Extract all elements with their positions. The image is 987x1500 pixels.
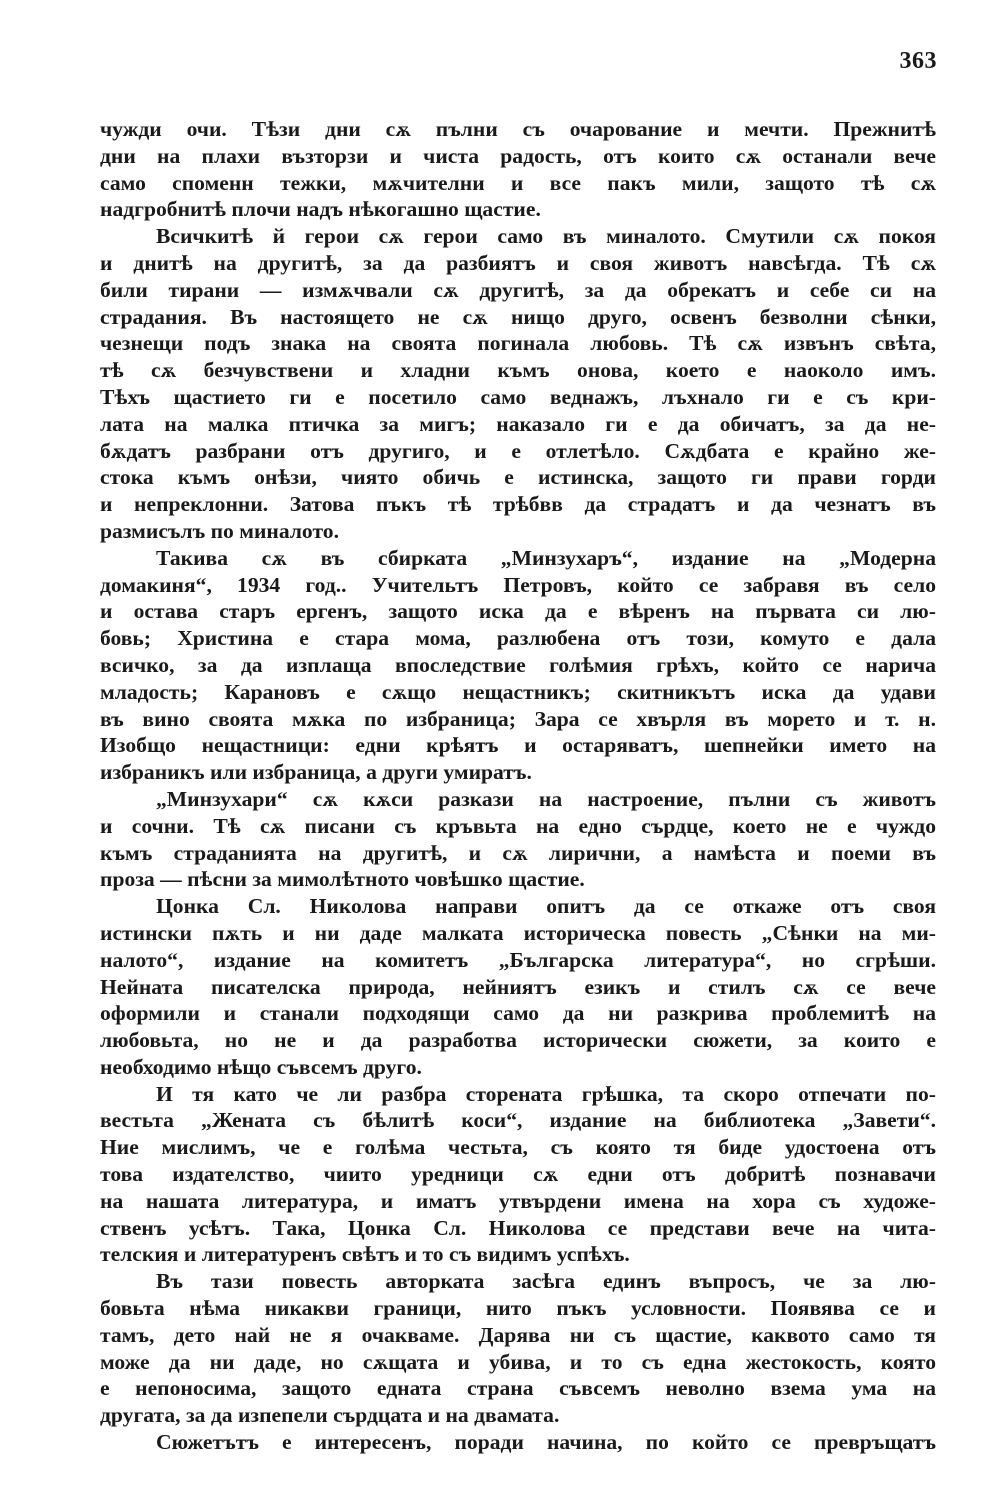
- text-line: И тя като че ли разбра сторената грѣшка, та скоро отпечати по-: [156, 1081, 936, 1106]
- paragraph: [100, 116, 936, 223]
- text-line: истински пѫть и ни даде малката историческа повесть „Сѣнки на ми-: [100, 920, 936, 945]
- text-line: избраникъ или избраница, а други умиратъ.: [100, 760, 532, 785]
- text-line: телския и литературенъ свѣтъ и то съ видимъ успѣхъ.: [100, 1242, 630, 1267]
- text-line: само споменн тежки, мѫчителни и все пакъ мили, защото тѣ сѫ: [100, 170, 936, 195]
- text-line: това издателство, чиито уредници сѫ едни отъ добритѣ познавачи: [100, 1162, 936, 1187]
- text-line: Такива сѫ въ сбирката „Минзухаръ“, издание на „Модерна: [156, 545, 936, 570]
- text-line: Всичкитѣ й герои сѫ герои само въ миналото. Смутили сѫ покоя: [156, 224, 936, 249]
- text-line: дни на плахи възторзи и чиста радость, отъ които сѫ останали вече: [100, 143, 936, 168]
- text-line: къмъ страданията на другитѣ, и сѫ лирични, а намѣста и поеми въ: [100, 840, 936, 865]
- paragraph: [100, 893, 936, 1081]
- text-line: бѫдатъ разбрани отъ другиго, и е отлетѣло. Сѫдбата е крайно же-: [100, 438, 936, 463]
- text-line: Сюжетътъ е интересенъ, поради начина, по който се превръщатъ: [156, 1430, 936, 1455]
- text-line: бовьта нѣма никакви граници, нито пъкъ условности. Появява се и: [100, 1296, 936, 1321]
- text-line: проза — пѣсни за мимолѣтното човѣшко щастие.: [100, 867, 585, 892]
- text-line: чезнещи подъ знака на своята погинала любовь. Тѣ сѫ извънъ свѣта,: [100, 331, 936, 356]
- text-line: лата на малка птичка за мигъ; наказало ги е да обичатъ, за да не-: [100, 411, 936, 436]
- text-line: младость; Карановъ е сѫщо нещастникъ; скитникътъ иска да удави: [100, 679, 936, 704]
- text-line: тѣ сѫ безчувствени и хладни къмъ онова, което е наоколо имъ.: [100, 358, 936, 383]
- text-line: е непоносима, защото едната страна съвсемъ неволно взема ума на: [100, 1376, 936, 1401]
- text-line: налото“, издание на комитетъ „Българска литература“, но сгрѣши.: [100, 947, 936, 972]
- text-line: другата, за да изпепели сърдцата и на двамата.: [100, 1403, 560, 1428]
- text-line: Нейната писателска природа, нейниятъ езикъ и стилъ сѫ се вече: [100, 974, 936, 999]
- text-line: надгробнитѣ плочи надъ нѣкогашно щастие.: [100, 197, 541, 222]
- text-line: любовьта, но не и да разработва исторически сюжети, за които е: [100, 1028, 936, 1053]
- body-text: [100, 116, 936, 1456]
- text-line: необходимо нѣщо съвсемъ друго.: [100, 1054, 422, 1079]
- text-line: домакиня“, 1934 год.. Учительтъ Петровъ, който се забравя въ село: [100, 572, 936, 597]
- text-line: въ вино своята мѫка по избраница; Зара се хвърля въ морето и т. н.: [100, 706, 936, 731]
- text-line: били тирани — измѫчвали сѫ другитѣ, за да обрекатъ и себе си на: [100, 277, 936, 302]
- paragraph: [100, 545, 936, 786]
- text-line: стока къмъ онѣзи, чиято обичь е истинска, защото ги прави горди: [100, 465, 936, 490]
- text-line: Ние мислимъ, че е голѣма честьта, съ която тя биде удостоена отъ: [100, 1135, 936, 1160]
- text-line: и остава старъ ергенъ, защото иска да е вѣренъ на първата си лю-: [100, 599, 936, 624]
- text-line: страдания. Въ настоящето не сѫ нищо друго, освенъ безволни сѣнки,: [100, 304, 936, 329]
- page-number: 363: [899, 48, 937, 74]
- text-line: и сочни. Тѣ сѫ писани съ кръвьта на едно сърдце, което не е чуждо: [100, 813, 936, 838]
- text-line: тамъ, дето най не я очакваме. Дарява ни съ щастие, каквото само тя: [100, 1322, 936, 1347]
- paragraph: [100, 223, 936, 545]
- text-line: и днитѣ на другитѣ, за да разбиятъ и своя животъ навсѣгда. Тѣ сѫ: [100, 250, 936, 275]
- text-line: „Минзухари“ сѫ кѫси разкази на настроение, пълни съ животъ: [156, 786, 936, 811]
- text-line: Въ тази повесть авторката засѣга единъ въпросъ, че за лю-: [156, 1269, 936, 1294]
- text-line: вестьта „Жената съ бѣлитѣ коси“, издание на библиотека „Завети“.: [100, 1108, 936, 1133]
- text-line: на нашата литература, и иматъ утвърдени имена на хора съ художе-: [100, 1188, 936, 1213]
- text-line: Цонка Сл. Николова направи опитъ да се откаже отъ своя: [156, 894, 936, 919]
- paragraph: [100, 1081, 936, 1269]
- text-line: и непреклонни. Затова пъкъ тѣ трѣбвв да страдатъ и да чезнатъ въ: [100, 492, 936, 517]
- text-line: може да ни даде, но сѫщата и убива, и то съ една жестокость, която: [100, 1349, 936, 1374]
- text-line: всичко, за да изплаща впоследствие голѣмия грѣхъ, който се нарича: [100, 652, 936, 677]
- text-line: бовь; Христина е стара мома, разлюбена отъ този, комуто е дала: [100, 626, 936, 651]
- text-line: Изобщо нещастници: едни крѣятъ и остаряватъ, шепнейки името на: [100, 733, 936, 758]
- text-line: размисълъ по миналото.: [100, 518, 339, 543]
- paragraph: [100, 1429, 936, 1456]
- paragraph: [100, 1268, 936, 1429]
- paragraph: [100, 786, 936, 893]
- text-line: Тѣхъ щастието ги е посетило само веднажъ, лъхнало ги е съ кри-: [100, 384, 936, 409]
- text-line: чужди очи. Тѣзи дни сѫ пълни съ очарование и мечти. Прежнитѣ: [100, 117, 936, 141]
- text-line: ственъ усѣтъ. Така, Цонка Сл. Николова се представи вече на чита-: [100, 1215, 936, 1240]
- text-line: оформили и станали подходящи само да ни разкрива проблемитѣ на: [100, 1001, 936, 1026]
